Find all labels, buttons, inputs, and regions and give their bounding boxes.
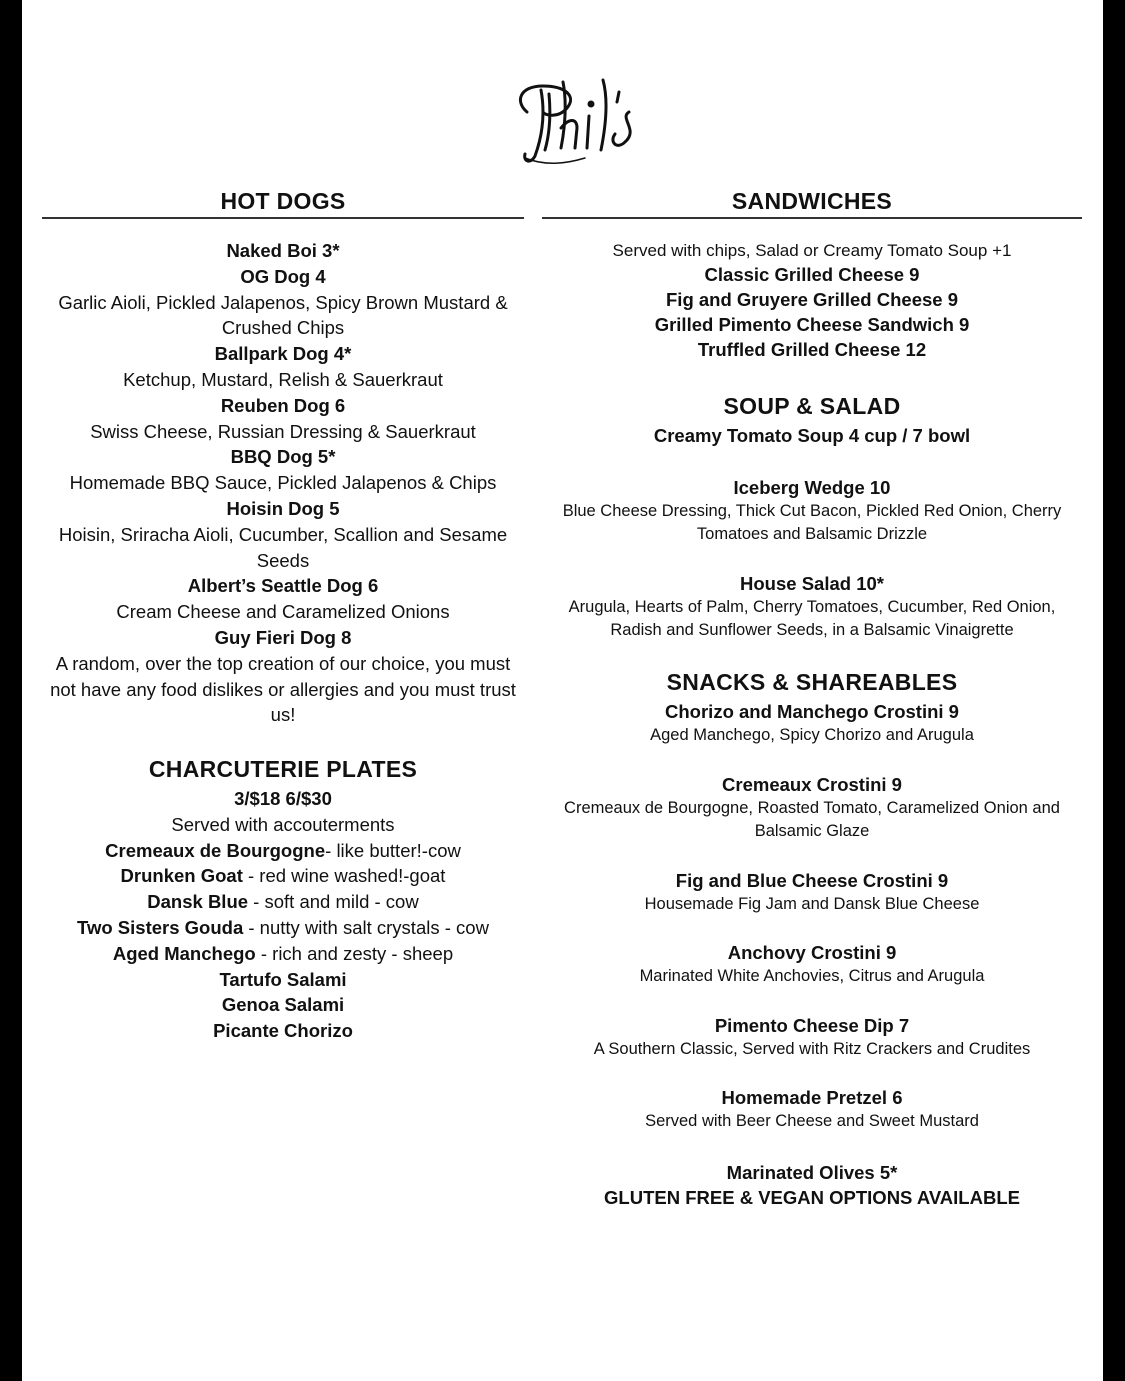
charcuterie-item <box>42 838 524 864</box>
menu-item-name: Hoisin Dog 5 <box>226 497 340 519</box>
menu-item-desc: Housemade Fig Jam and Dansk Blue Cheese <box>644 895 980 913</box>
snack-item <box>542 772 1082 843</box>
charcuterie-item <box>42 1018 524 1044</box>
charcuterie-item <box>42 889 524 915</box>
menu-item-desc: Cream Cheese and Caramelized Onions <box>116 601 450 623</box>
menu-item-desc: Ketchup, Mustard, Relish & Sauerkraut <box>123 368 443 390</box>
menu-item-desc: Marinated White Anchovies, Citrus and Arugula <box>639 967 985 985</box>
charcuterie-item-name: Aged Manchego <box>112 942 256 964</box>
menu-item-name: Pimento Cheese Dip 7 <box>714 1015 910 1036</box>
menu-item-desc: Arugula, Hearts of Palm, Cherry Tomatoes, Cucumber, Red Onion, Radish and Sunflower Seeds, in a Balsamic Vinaigrette <box>568 598 1056 639</box>
charcuterie-pricing: 3/$18 6/$30 <box>234 788 332 809</box>
soup-salad-title: SOUP & SALAD <box>723 393 901 419</box>
snack-item <box>542 868 1082 916</box>
charcuterie-item <box>42 863 524 889</box>
soup-salad-item <box>542 571 1082 642</box>
charcuterie-title: CHARCUTERIE PLATES <box>148 756 418 782</box>
menu-item-name: Guy Fieri Dog 8 <box>214 626 352 648</box>
charcuterie-item-desc: - red wine washed!-goat <box>242 865 446 887</box>
charcuterie-item-desc: - rich and zesty - sheep <box>255 942 454 964</box>
menu-item-name: Iceberg Wedge 10 <box>733 477 891 498</box>
soup-salad-item <box>542 423 1082 448</box>
menu-item-desc: Served with Beer Cheese and Sweet Mustard <box>645 1112 979 1130</box>
menu-item-name: Marinated Olives 5* <box>726 1162 898 1183</box>
menu-item-name: Fig and Blue Cheese Crostini 9 <box>675 870 949 891</box>
menu-item-name: Truffled Grilled Cheese 12 <box>697 339 927 360</box>
menu-item-name: Naked Boi 3* <box>226 240 340 261</box>
charcuterie-item <box>42 941 524 967</box>
menu-item-desc: A Southern Classic, Served with Ritz Crackers and Crudites <box>593 1040 1031 1058</box>
menu-item-name: Homemade Pretzel 6 <box>721 1087 903 1108</box>
charcuterie-item-name: Cremeaux de Bourgogne <box>105 839 326 861</box>
menu-page <box>22 0 1103 1381</box>
menu-item-name: Classic Grilled Cheese 9 <box>704 264 920 285</box>
snack-item <box>542 1013 1082 1061</box>
sandwiches-list <box>542 239 1082 362</box>
menu-item-desc: Homemade BBQ Sauce, Pickled Jalapenos & Chips <box>69 472 497 494</box>
charcuterie-item-desc: - soft and mild - cow <box>248 891 419 913</box>
phils-logo <box>505 72 665 172</box>
charcuterie-item-desc: - like butter!-cow <box>325 839 461 861</box>
menu-item-name: OG Dog 4 <box>240 265 326 287</box>
menu-item-name: Albert’s Seattle Dog 6 <box>187 575 379 597</box>
menu-item-name: Chorizo and Manchego Crostini 9 <box>665 701 959 722</box>
menu-item-name: Cremeaux Crostini 9 <box>722 774 902 795</box>
dietary-options-note: GLUTEN FREE & VEGAN OPTIONS AVAILABLE <box>604 1187 1020 1208</box>
sandwiches-note: Served with chips, Salad or Creamy Tomato Soup +1 <box>612 241 1012 260</box>
hot-dogs-divider <box>42 217 524 219</box>
sandwiches-title: SANDWICHES <box>731 188 893 214</box>
menu-item-desc: Cremeaux de Bourgogne, Roasted Tomato, Caramelized Onion and Balsamic Glaze <box>564 799 1060 840</box>
charcuterie-note: Served with accouterments <box>171 813 395 835</box>
menu-item-desc: Aged Manchego, Spicy Chorizo and Arugula <box>650 726 974 744</box>
menu-item-name: Reuben Dog 6 <box>220 394 346 416</box>
charcuterie-item-name: Drunken Goat <box>120 865 243 887</box>
menu-item-name: Creamy Tomato Soup 4 cup / 7 bowl <box>653 425 971 446</box>
charcuterie-item-name: Picante Chorizo <box>213 1020 353 1042</box>
hot-dogs-title: HOT DOGS <box>220 188 346 214</box>
charcuterie-item <box>42 992 524 1018</box>
charcuterie-item <box>42 915 524 941</box>
snack-item <box>542 699 1082 747</box>
menu-item-desc: A random, over the top creation of our choice, you must not have any food dislikes or allergies and you must trust us! <box>50 652 516 726</box>
menu-item-desc: Blue Cheese Dressing, Thick Cut Bacon, Pickled Red Onion, Cherry Tomatoes and Balsamic Drizzle <box>562 502 1062 543</box>
charcuterie-item-name: Dansk Blue <box>147 891 249 913</box>
snack-item <box>542 940 1082 988</box>
menu-item-desc: Hoisin, Sriracha Aioli, Cucumber, Scallion and Sesame Seeds <box>58 523 508 571</box>
charcuterie-item-name: Genoa Salami <box>221 994 345 1016</box>
snacks-title: SNACKS & SHAREABLES <box>666 669 958 695</box>
soup-salad-item <box>542 475 1082 546</box>
menu-item-desc: Garlic Aioli, Pickled Jalapenos, Spicy Brown Mustard & Crushed Chips <box>58 291 508 339</box>
charcuterie-item <box>42 967 524 993</box>
menu-item-name: Ballpark Dog 4* <box>214 343 352 365</box>
charcuterie-item-desc: - nutty with salt crystals - cow <box>243 916 489 938</box>
menu-item-name: House Salad 10* <box>740 573 884 594</box>
menu-item-desc: Swiss Cheese, Russian Dressing & Sauerkraut <box>90 420 476 442</box>
menu-item-name: Anchovy Crostini 9 <box>727 942 897 963</box>
menu-item-name: Grilled Pimento Cheese Sandwich 9 <box>654 314 970 335</box>
menu-item-name: Fig and Gruyere Grilled Cheese 9 <box>666 289 958 310</box>
charcuterie-item-name: Tartufo Salami <box>219 968 347 990</box>
hot-dogs-list <box>42 238 524 728</box>
menu-item-name: BBQ Dog 5* <box>230 446 336 468</box>
snack-item <box>542 1085 1082 1133</box>
sandwiches-divider <box>542 217 1082 219</box>
charcuterie-item-name: Two Sisters Gouda <box>77 916 244 938</box>
snack-item <box>542 1160 1082 1210</box>
charcuterie-list <box>42 786 524 1044</box>
